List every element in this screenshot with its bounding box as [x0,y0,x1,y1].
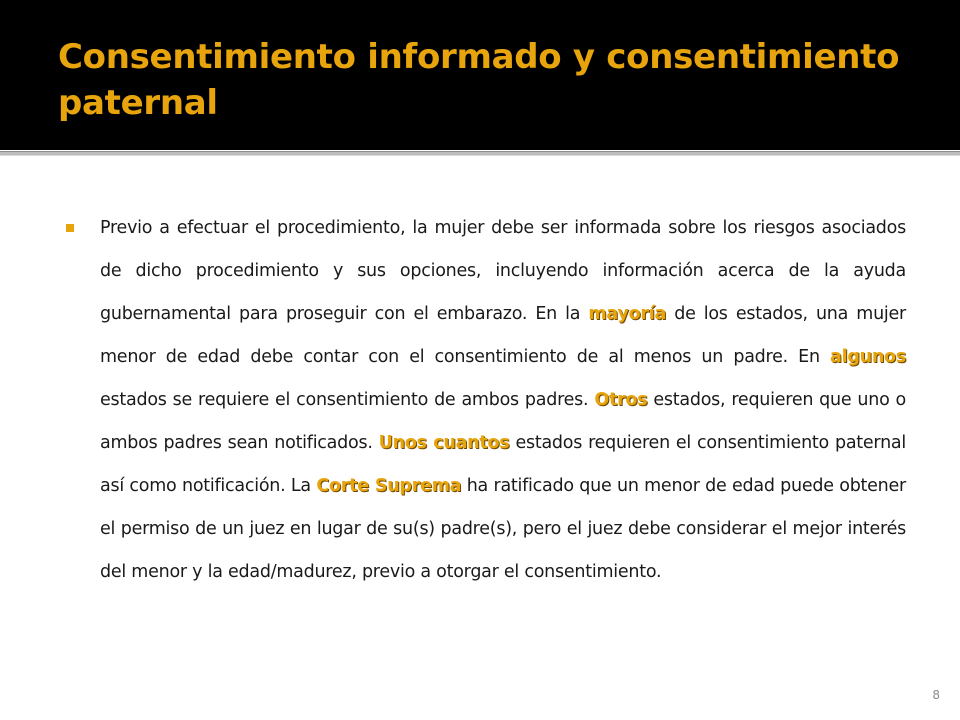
slide-title: Consentimiento informado y consentimiento paternal [58,37,900,123]
bullet-paragraph [100,207,906,594]
title-divider [0,151,960,156]
highlight-algunos: algunos [830,347,906,367]
text-segment: estados se requiere el consentimiento de ambos padres. [100,390,595,410]
title-bar [0,0,960,150]
text-segment: Previo a efectuar el procedimiento, la mujer debe ser informada sobre los riesgos asociados de dicho procedimiento y sus opciones, incluyendo información acerca de la ayuda gubernamental para proseguir con el embarazo. En la [100,218,906,324]
square-bullet-icon [66,224,74,232]
highlight-mayoria: mayoría [588,304,667,324]
text-segment: de los estados, una mujer menor de edad debe contar con el consentimiento de al menos un padre. En [100,304,906,367]
highlight-otros: Otros [594,390,648,410]
page-number: 8 [932,688,940,702]
text-segment: estados, requieren que uno o ambos padres sean notificados. [100,390,906,453]
highlight-unos-cuantos: Unos cuantos [378,433,510,453]
text-segment: estados requieren el consentimiento paternal así como notificación. La [100,433,906,496]
text-segment: ha ratificado que un menor de edad puede obtener el permiso de un juez en lugar de su(s) padre(s), pero el juez debe considerar el mejor interés del menor y la edad/madurez, previo a otorgar el consentimiento. [100,476,906,582]
highlight-corte-suprema: Corte Suprema [316,476,462,496]
